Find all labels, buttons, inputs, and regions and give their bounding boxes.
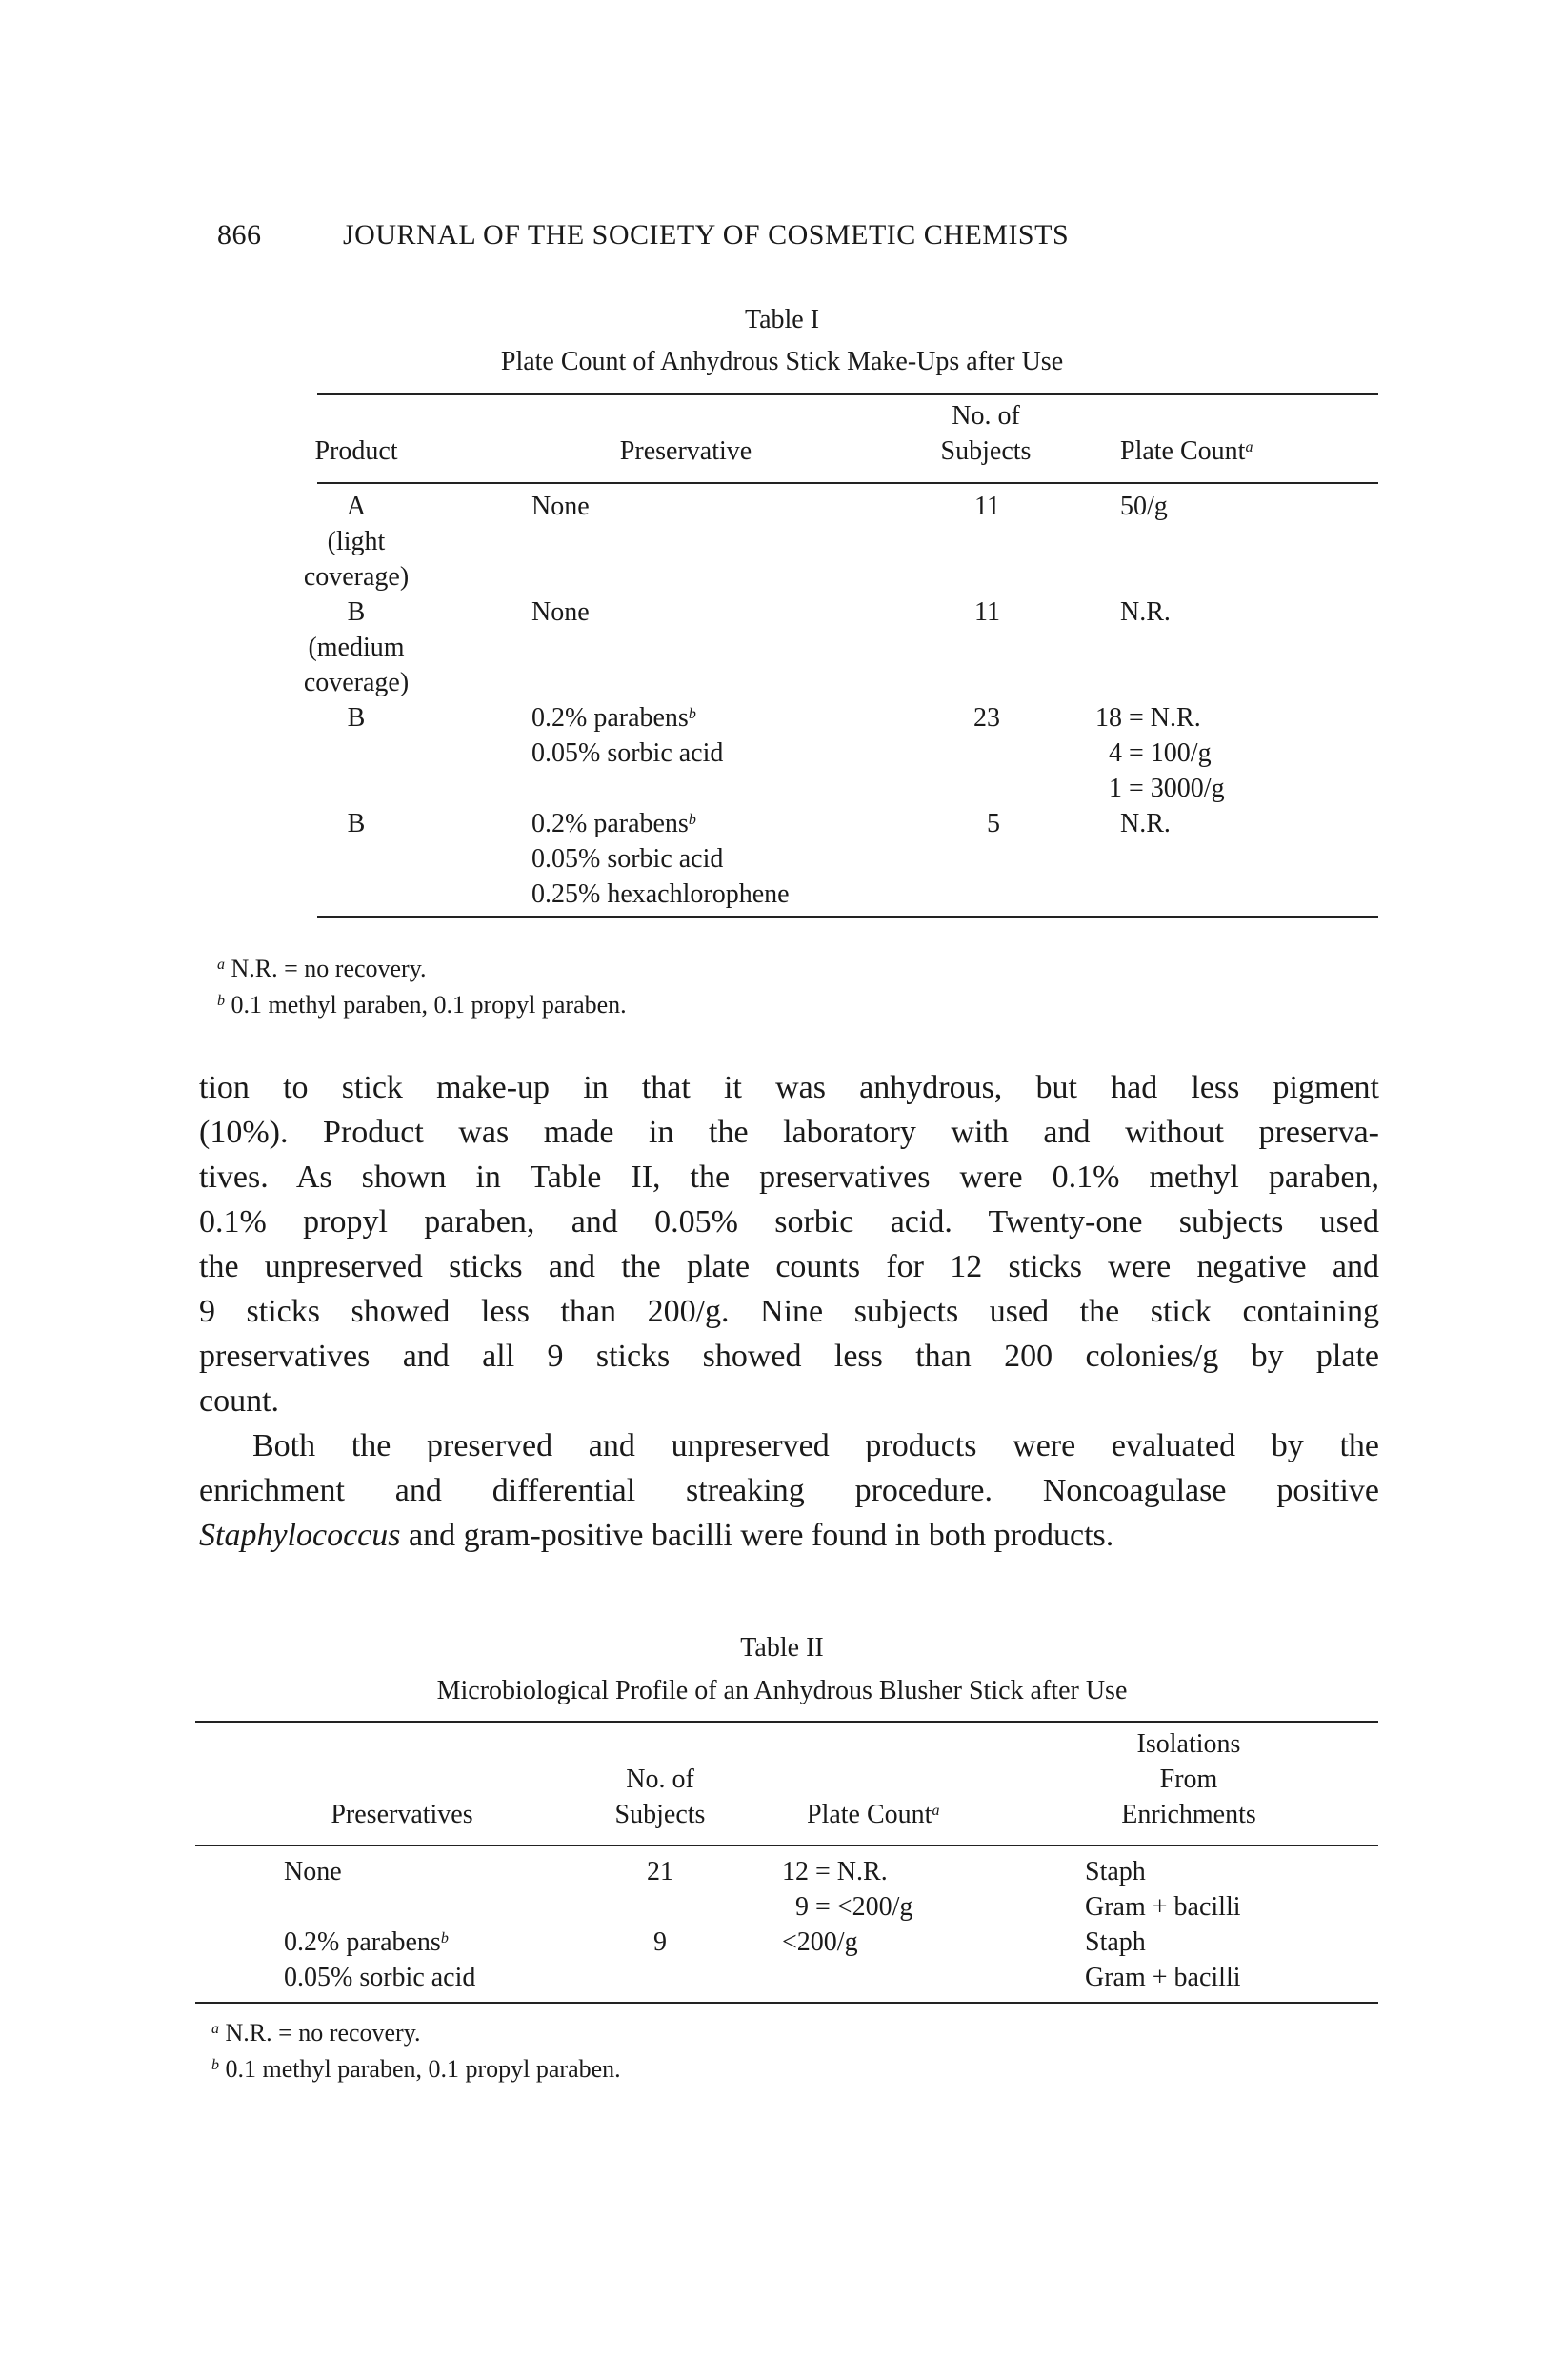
cell-plate-count: <200/g bbox=[782, 1927, 858, 1957]
footnote-mark: a bbox=[217, 957, 225, 973]
cell-text: coverage) bbox=[303, 668, 410, 697]
cell-text: 12 = N.R. bbox=[782, 1857, 888, 1886]
cell-text: 4 = 100/g bbox=[1109, 738, 1212, 768]
cell-text: 0.05% sorbic acid bbox=[284, 1963, 476, 1992]
text-line: count. bbox=[199, 1383, 280, 1419]
cell-subjects: 5 bbox=[987, 809, 1000, 838]
cell-text: Gram + bacilli bbox=[1085, 1892, 1241, 1922]
table-top-rule bbox=[195, 1721, 1378, 1723]
header-preservative: Preservative bbox=[619, 436, 752, 466]
cell-plate-count: N.R. bbox=[1120, 597, 1171, 627]
footnote-mark: a bbox=[932, 1803, 940, 1819]
journal-title: JOURNAL OF THE SOCIETY OF COSMETIC CHEMISTS bbox=[343, 219, 1070, 251]
cell-plate-count: 50/g bbox=[1120, 492, 1168, 521]
footnote-text: N.R. = no recovery. bbox=[225, 2019, 421, 2047]
header-isolations-line2: From bbox=[1159, 1765, 1218, 1794]
cell-plate-count: N.R. bbox=[1120, 809, 1171, 838]
italic-term: Staphylococcus bbox=[199, 1518, 401, 1553]
header-plate-count-text: Plate Count bbox=[1120, 436, 1246, 466]
cell-isolations bbox=[1085, 1925, 1241, 1995]
cell-text: Staph bbox=[1085, 1857, 1146, 1886]
cell-plate-count bbox=[1095, 700, 1276, 806]
cell-text: 1 = 3000/g bbox=[1109, 774, 1225, 803]
cell-subjects: 9 bbox=[653, 1927, 667, 1957]
cell-text: coverage) bbox=[303, 562, 410, 592]
footnote-mark: a bbox=[1245, 439, 1253, 455]
text-line: enrichment and differential streaking procedure. Noncoagulase positive bbox=[199, 1473, 1379, 1508]
footnote-b bbox=[211, 2051, 621, 2087]
table-row-product bbox=[280, 489, 432, 595]
cell-subjects: 11 bbox=[974, 492, 1000, 521]
cell-text: 0.2% parabens bbox=[531, 809, 689, 838]
table-label: Table I bbox=[744, 305, 820, 334]
cell-preservative bbox=[531, 806, 790, 912]
header-preservatives: Preservatives bbox=[331, 1800, 473, 1829]
header-plate-count-text: Plate Count bbox=[807, 1800, 932, 1829]
text-line: tives. As shown in Table II, the preservatives were 0.1% methyl paraben, bbox=[199, 1160, 1379, 1195]
text-line: 0.1% propyl paraben, and 0.05% sorbic acid. Twenty-one subjects used bbox=[199, 1204, 1379, 1240]
cell-text: 0.2% parabens bbox=[284, 1927, 441, 1957]
cell-preservatives bbox=[284, 1925, 475, 1995]
text-line: Both the preserved and unpreserved products were evaluated by the bbox=[252, 1428, 1379, 1463]
cell-text: Gram + bacilli bbox=[1085, 1963, 1241, 1992]
cell-text: 0.05% sorbic acid bbox=[531, 844, 724, 874]
footnote-a bbox=[217, 951, 427, 986]
header-plate-count bbox=[1120, 434, 1253, 469]
cell-preservative bbox=[531, 700, 723, 771]
cell-text: 0.05% sorbic acid bbox=[531, 738, 724, 768]
cell-preservative: None bbox=[531, 597, 590, 627]
body-paragraph-1 bbox=[199, 1065, 1379, 1558]
footnote-b bbox=[217, 987, 627, 1022]
header-isolations-line3: Enrichments bbox=[1121, 1800, 1256, 1829]
table-top-rule bbox=[317, 393, 1378, 395]
footnote-mark: b bbox=[211, 2057, 219, 2073]
text-line: preservatives and all 9 sticks showed less than 200 colonies/g by plate bbox=[199, 1339, 1379, 1374]
cell-text: (light bbox=[327, 527, 386, 556]
table-bottom-rule bbox=[195, 2002, 1378, 2004]
footnote-mark: b bbox=[440, 1930, 449, 1946]
header-subjects: No. of bbox=[626, 1765, 694, 1794]
footnote-mark: b bbox=[217, 993, 225, 1009]
header-rule bbox=[195, 1845, 1378, 1846]
table-bottom-rule bbox=[317, 916, 1378, 918]
text-line: the unpreserved sticks and the plate counts for 12 sticks were negative and bbox=[199, 1249, 1379, 1284]
cell-text: 9 = <200/g bbox=[795, 1892, 913, 1922]
cell-preservative: None bbox=[531, 492, 590, 521]
cell-product: B bbox=[347, 809, 366, 838]
footnote-mark: b bbox=[688, 706, 696, 722]
header-subjects-line2: Subjects bbox=[940, 436, 1032, 466]
cell-product: B bbox=[347, 703, 366, 733]
header-subjects-line2: Subjects bbox=[614, 1800, 706, 1829]
cell-plate-count bbox=[782, 1854, 912, 1925]
text-span: and gram-positive bacilli were found in both products. bbox=[400, 1518, 1114, 1553]
header-isolations: Isolations bbox=[1136, 1729, 1241, 1759]
page-number: 866 bbox=[217, 219, 262, 251]
header-subjects: No. of bbox=[952, 401, 1020, 431]
cell-text: B bbox=[347, 597, 366, 627]
text-line bbox=[199, 1513, 1379, 1558]
footnote-a bbox=[211, 2015, 421, 2050]
footnote-text: N.R. = no recovery. bbox=[231, 955, 427, 982]
table-title: Plate Count of Anhydrous Stick Make-Ups after Use bbox=[500, 347, 1064, 376]
table-title: Microbiological Profile of an Anhydrous Blusher Stick after Use bbox=[436, 1676, 1128, 1705]
cell-text: 18 = N.R. bbox=[1095, 703, 1201, 733]
cell-text: (medium bbox=[308, 633, 405, 662]
cell-subjects: 21 bbox=[647, 1857, 673, 1886]
text-line: tion to stick make-up in that it was anhydrous, but had less pigment bbox=[199, 1070, 1379, 1105]
footnote-text: 0.1 methyl paraben, 0.1 propyl paraben. bbox=[231, 991, 627, 1019]
cell-preservatives: None bbox=[284, 1857, 342, 1886]
header-plate-count bbox=[807, 1797, 939, 1832]
cell-text: A bbox=[346, 492, 367, 521]
text-line: 9 sticks showed less than 200/g. Nine subjects used the stick containing bbox=[199, 1294, 1379, 1329]
table-label: Table II bbox=[740, 1633, 824, 1663]
text-line: (10%). Product was made in the laboratory with and without preserva- bbox=[199, 1115, 1379, 1150]
cell-subjects: 23 bbox=[973, 703, 1000, 733]
header-product: Product bbox=[314, 436, 398, 466]
cell-text: 0.2% parabens bbox=[531, 703, 689, 733]
table-row-product bbox=[280, 595, 432, 700]
cell-text: Staph bbox=[1085, 1927, 1146, 1957]
cell-subjects: 11 bbox=[974, 597, 1000, 627]
footnote-text: 0.1 methyl paraben, 0.1 propyl paraben. bbox=[225, 2055, 621, 2083]
cell-text: 0.25% hexachlorophene bbox=[531, 879, 790, 909]
header-rule bbox=[317, 482, 1378, 484]
footnote-mark: b bbox=[688, 812, 696, 828]
cell-isolations bbox=[1085, 1854, 1241, 1925]
footnote-mark: a bbox=[211, 2021, 219, 2037]
